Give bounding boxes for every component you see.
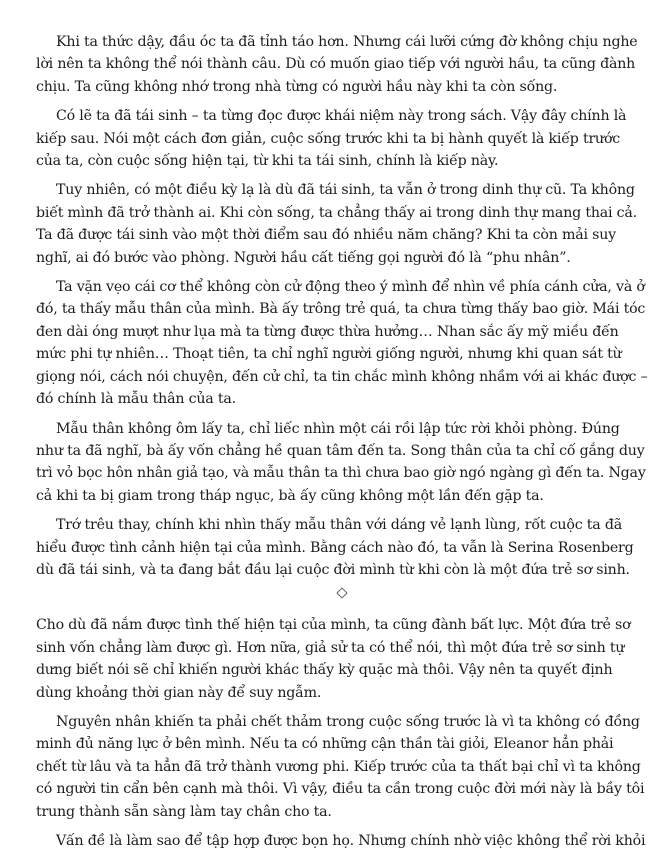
paragraph: Nguyên nhân khiến ta phải chết thảm trong cuộc sống trước là vì ta không có đồng minh đủ năng lực ở bên mình. Nếu ta có những cận thần tài giỏi, Eleanor hẳn phải chết từ lâu và ta hẳn đã trở thành vương phi. Kiếp trước của ta thất bại chỉ vì ta không có người tin cẩn bên cạnh mà thôi. Vì vậy, điều ta cần trong cuộc đời mới này là bầy tôi trung thành sẵn sàng làm tay chân cho ta. [36, 713, 645, 820]
section-separator [36, 588, 648, 602]
paragraph: Vấn đề là làm sao để tập hợp được bọn họ. Nhưng chính nhờ việc không thể rời khỏi [56, 833, 646, 849]
paragraph: Khi ta thức dậy, đầu óc ta đã tỉnh táo hơn. Nhưng cái lưỡi cứng đờ không chịu nghe lời nên ta không thể nói thành câu. Dù có muốn giao tiếp với người hầu, ta cũng đành chịu. Ta cũng không nhớ trong nhà từng có người hầu này khi ta còn sống. [36, 34, 638, 95]
paragraph: Ta vặn vẹo cái cơ thể không còn cử động theo ý mình để nhìn về phía cánh cửa, và ở đó, ta thấy mẫu thân của mình. Bà ấy trông trẻ quá, ta chưa từng thấy bao giờ. Mái tóc đen dài óng mượt như lụa mà ta từng được thừa hưởng… Nhan sắc ấy mỹ miều đến mức phi tự nhiên… Thoạt tiên, ta chỉ nghĩ người giống người, nhưng khi quan sát từ giọng nói, cách nói chuyện, đến cử chỉ, ta tin chắc mình không nhầm với ai khác được – đó chính là mẫu thân của ta. [36, 279, 648, 408]
paragraph: Trớ trêu thay, chính khi nhìn thấy mẫu thân với dáng vẻ lạnh lùng, rốt cuộc ta đã hiểu được tình cảnh hiện tại của mình. Bằng cách nào đó, ta vẫn là Serina Rosenberg dù đã tái sinh, và ta đang bắt đầu lại cuộc đời mình từ khi còn là một đứa trẻ sơ sinh. [36, 517, 634, 578]
paragraph: Cho dù đã nắm được tình thế hiện tại của mình, ta cũng đành bất lực. Một đứa trẻ sơ sinh vốn chẳng làm được gì. Hơn nữa, giả sử ta có thể nói, thì một đứa trẻ sơ sinh tự dưng biết nói sẽ chỉ khiến người khác thấy kỳ quặc mà thôi. Vậy nên ta quyết định dùng khoảng thời gian này để suy ngẫm. [36, 617, 631, 701]
paragraph: Có lẽ ta đã tái sinh – ta từng đọc được khái niệm này trong sách. Vậy đây chính là kiếp sau. Nói một cách đơn giản, cuộc sống trước khi ta bị hành quyết là kiếp trước của ta, còn cuộc sống hiện tại, từ khi ta tái sinh, chính là kiếp này. [36, 108, 627, 170]
paragraph: Tuy nhiên, có một điều kỳ lạ là dù đã tái sinh, ta vẫn ở trong dinh thự cũ. Ta không biết mình đã trở thành ai. Khi còn sống, ta chẳng thấy ai trong dinh thự mang thai cả. Ta đã được tái sinh vào một thời điểm sau đó nhiều năm chăng? Khi ta còn mải suy nghĩ, ai đó bước vào phòng. Người hầu cất tiếng gọi người đó là “phu nhân”. [36, 182, 637, 266]
book-page [36, 31, 648, 859]
diamond-ornament-icon [336, 588, 347, 599]
paragraph: Mẫu thân không ôm lấy ta, chỉ liếc nhìn một cái rồi lập tức rời khỏi phòng. Đúng như ta đã nghĩ, bà ấy vốn chẳng hề quan tâm đến ta. Song thân của ta chỉ cố gắng duy trì vỏ bọc hôn nhân giả tạo, và mẫu thân ta thì chưa bao giờ ngó ngàng gì đến ta. Ngay cả khi ta bị giam trong tháp ngục, bà ấy cũng không một lần đến gặp ta. [36, 420, 646, 504]
